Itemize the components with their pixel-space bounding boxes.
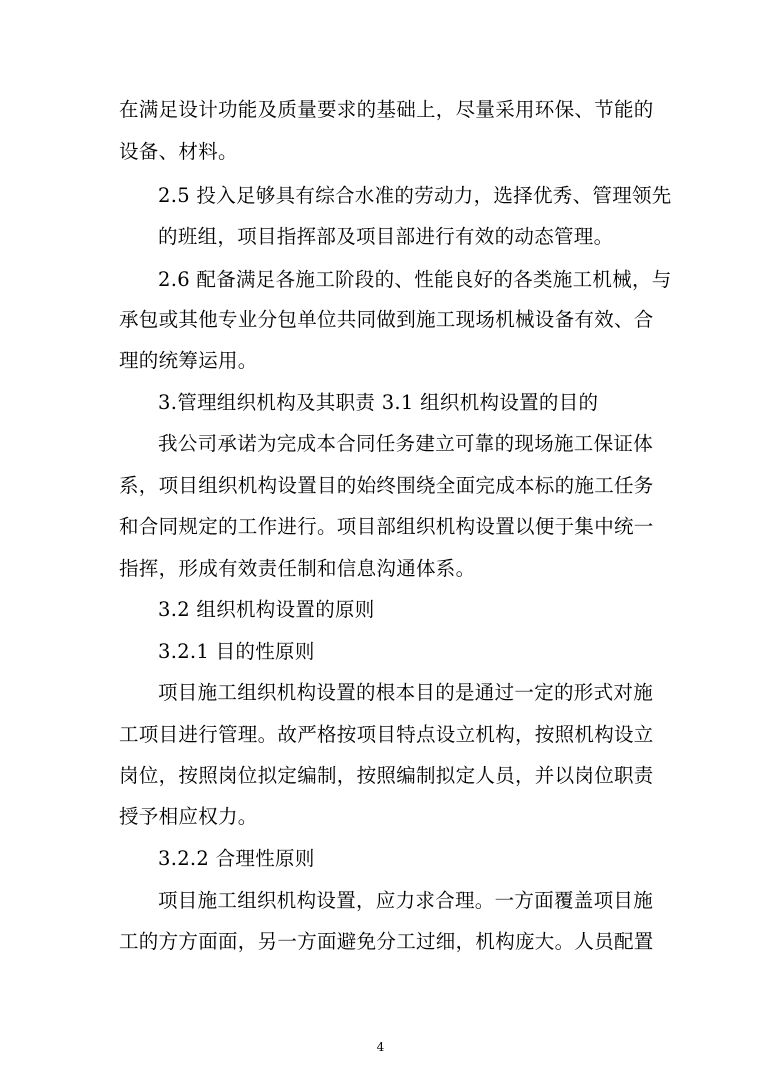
text-line: 和合同规定的工作进行。项目部组织机构设置以便于集中统一 (119, 515, 654, 538)
subsection-heading: 3.2.2 合理性原则 (158, 847, 315, 870)
text-line: 的班组，项目指挥部及项目部进行有效的动态管理。 (158, 225, 614, 248)
text-line: 授予相应权力。 (119, 805, 258, 828)
subsection-heading: 3.2.1 目的性原则 (158, 640, 315, 663)
section-heading: 3.管理组织机构及其职责 3.1 组织机构设置的目的 (158, 391, 599, 414)
text-line: 工的方方面面，另一方面避免分工过细，机构庞大。人员配置 (119, 930, 654, 953)
text-line: 在满足设计功能及质量要求的基础上，尽量采用环保、节能的 (119, 98, 654, 121)
text-line: 设备、材料。 (119, 140, 238, 163)
text-line: 岗位，按照岗位拟定编制，按照编制拟定人员，并以岗位职责 (119, 764, 654, 787)
text-line: 指挥，形成有效责任制和信息沟通体系。 (119, 557, 476, 580)
text-line: 理的统筹运用。 (119, 349, 258, 372)
text-line: 2.5 投入足够具有综合水准的劳动力，选择优秀、管理领先 (158, 184, 672, 207)
text-line: 承包或其他专业分包单位共同做到施工现场机械设备有效、合 (119, 308, 654, 331)
text-line: 工项目进行管理。故严格按项目特点设立机构，按照机构设立 (119, 723, 654, 746)
page-number: 4 (376, 1040, 385, 1054)
text-line: 我公司承诺为完成本合同任务建立可靠的现场施工保证体 (158, 432, 654, 455)
text-line: 2.6 配备满足各施工阶段的、性能良好的各类施工机械，与 (158, 268, 672, 291)
text-line: 项目施工组织机构设置的根本目的是通过一定的形式对施 (158, 681, 654, 704)
section-heading: 3.2 组织机构设置的原则 (158, 598, 375, 621)
text-line: 系，项目组织机构设置目的始终围绕全面完成本标的施工任务 (119, 474, 654, 497)
text-line: 项目施工组织机构设置，应力求合理。一方面覆盖项目施 (158, 889, 654, 912)
